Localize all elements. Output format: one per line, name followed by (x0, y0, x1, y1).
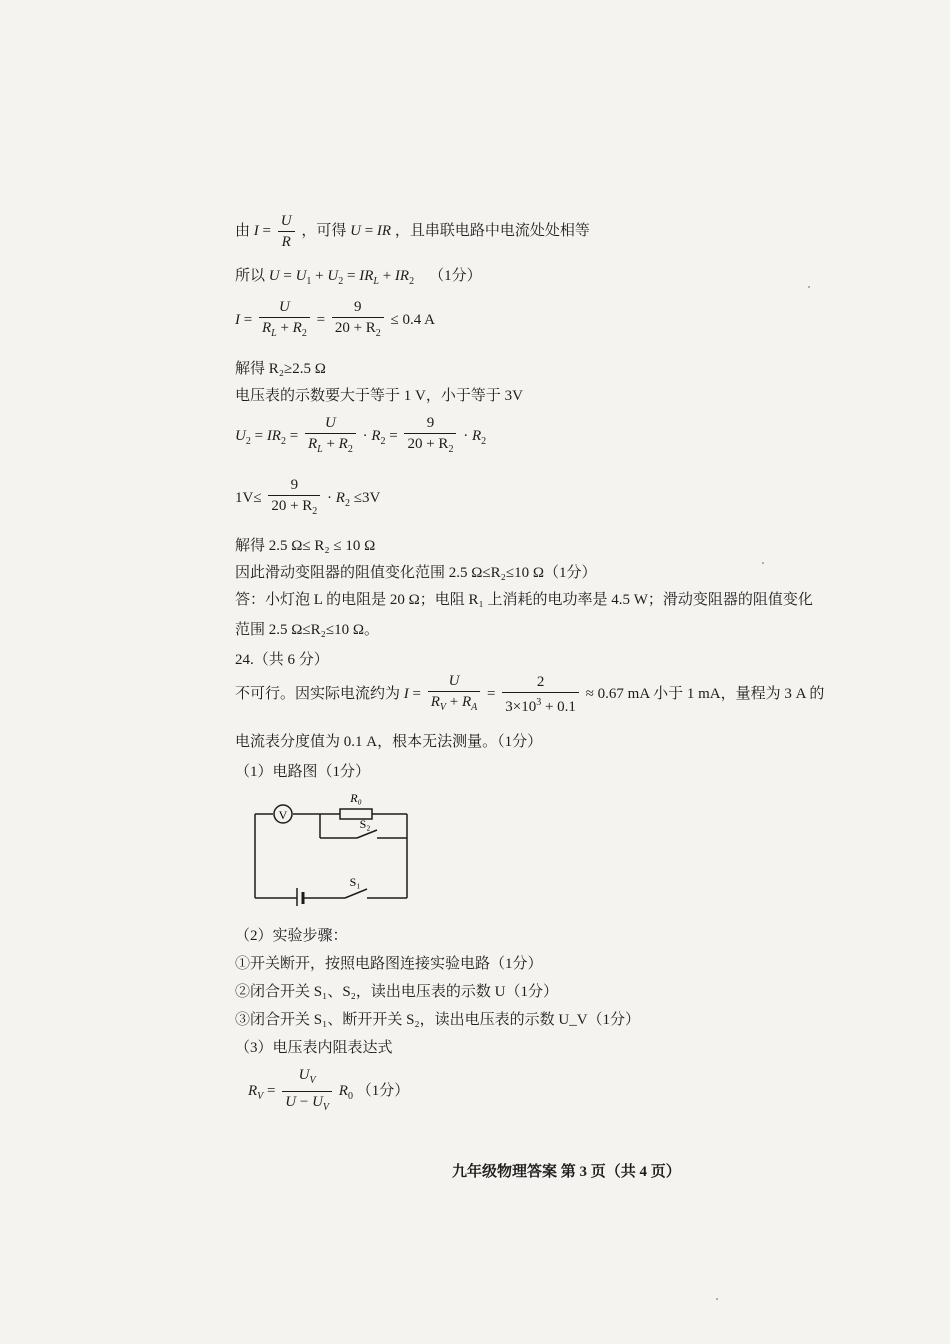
line-18: ②闭合开关 S₁、S₂，读出电压表的示数 U（1分） (235, 984, 558, 1000)
text: ≈ 0.67 mA 小于 1 mA，量程为 3 A 的 (585, 685, 825, 702)
text: 不可行。因实际电流约为 (235, 685, 401, 702)
score: （1分） (429, 268, 482, 284)
line-14: 电流表分度值为 0.1 A，根本无法测量。（1分） (235, 734, 543, 750)
numerator: 9 (404, 414, 456, 434)
line-5: 电压表的示数要大于等于 1 V，小于等于 3V (235, 388, 523, 404)
scan-speck (762, 562, 764, 564)
line-2: 所以 $U = U_1 + U_2 = IR_L + IR_2$ （1分） (235, 268, 482, 287)
score: （1分） (356, 1082, 410, 1099)
scan-speck (716, 1298, 718, 1300)
circuit-diagram (245, 786, 445, 906)
line-6: $U_2 = IR_2$ = $\frac{U}{R_L + R_2}$ · $R_2$ = $\frac{9}{20 + R_2}$ · $R_2$ (235, 415, 487, 455)
text: ≤3V (353, 489, 381, 506)
denominator: 3×10 (505, 699, 537, 715)
numerator: 9 (332, 298, 384, 318)
r0-label: R₀ (350, 791, 362, 805)
line-21: $R_V$ = $\frac{U_V}{U - U_V}$ $R_0$ （1分） (248, 1067, 410, 1113)
scan-speck (808, 286, 810, 288)
denominator: 20 + R (334, 320, 376, 336)
denominator: 20 + R (271, 498, 313, 514)
s2-switch (357, 830, 377, 838)
numerator: 9 (268, 476, 320, 496)
line-11: 范围 2.5 Ω≤R₂≤10 Ω。 (235, 622, 379, 638)
line-9: 因此滑动变阻器的阻值变化范围 2.5 Ω≤R₂≤10 Ω（1分） (235, 565, 597, 581)
line-8: 解得 2.5 Ω≤ R₂ ≤ 10 Ω (235, 538, 376, 554)
exponent: 3 (536, 697, 542, 708)
s1-label: S₁ (349, 875, 361, 889)
text: 由 (235, 222, 251, 239)
line-7: 1V≤ $\frac{9}{20 + R_2}$ · $R_2 \le 3V$ (235, 477, 381, 517)
text: ，可得 (301, 222, 347, 239)
text: 1V≤ (235, 489, 262, 506)
numerator: 2 (502, 673, 579, 693)
line-13: 不可行。因实际电流约为 I = $\frac{U}{R_V + R_A}$ = $\frac{2}{3\times 10^3 + 0.1}$ ≈ 0.67 mA 小于 1 mA，量程为 3 A 的 (235, 673, 825, 715)
line-4: 解得 R₂≥2.5 Ω (235, 361, 326, 377)
denominator-tail: + 0.1 (541, 699, 576, 715)
line-19: ③闭合开关 S₁、断开开关 S₂，读出电压表的示数 U_V（1分） (235, 1012, 641, 1028)
line-17: ①开关断开，按照电路图连接实验电路（1分） (235, 956, 543, 972)
voltmeter-label: V (278, 808, 288, 822)
page-footer: 九年级物理答案 第 3 页（共 4 页） (452, 1164, 681, 1180)
line-3: I = $\frac{U}{R_L + R_2}$ = $\frac{9}{20 + R_2}$ ≤ 0.4 A (235, 299, 436, 339)
s2-label: S₂ (359, 817, 371, 831)
line-15: （1）电路图（1分） (235, 764, 371, 780)
text: ，且串联电路中电流处处相等 (394, 222, 590, 239)
line-20: （3）电压表内阻表达式 (235, 1040, 393, 1056)
text: ≤ 0.4 A (390, 311, 436, 328)
line-16: （2）实验步骤： (235, 928, 348, 944)
line-12: 24.（共 6 分） (235, 652, 329, 668)
line-10: 答：小灯泡 L 的电阻是 20 Ω；电阻 R₁ 上消耗的电功率是 4.5 W；滑动变阻器的阻值变化 (235, 592, 813, 608)
line-1: 由 I = $\frac{U}{R}$ ，可得 U = IR ，且串联电路中电流处处相等 (235, 213, 590, 250)
text: 所以 (235, 268, 266, 284)
denominator: 20 + R (407, 436, 449, 452)
s1-switch (345, 889, 367, 898)
